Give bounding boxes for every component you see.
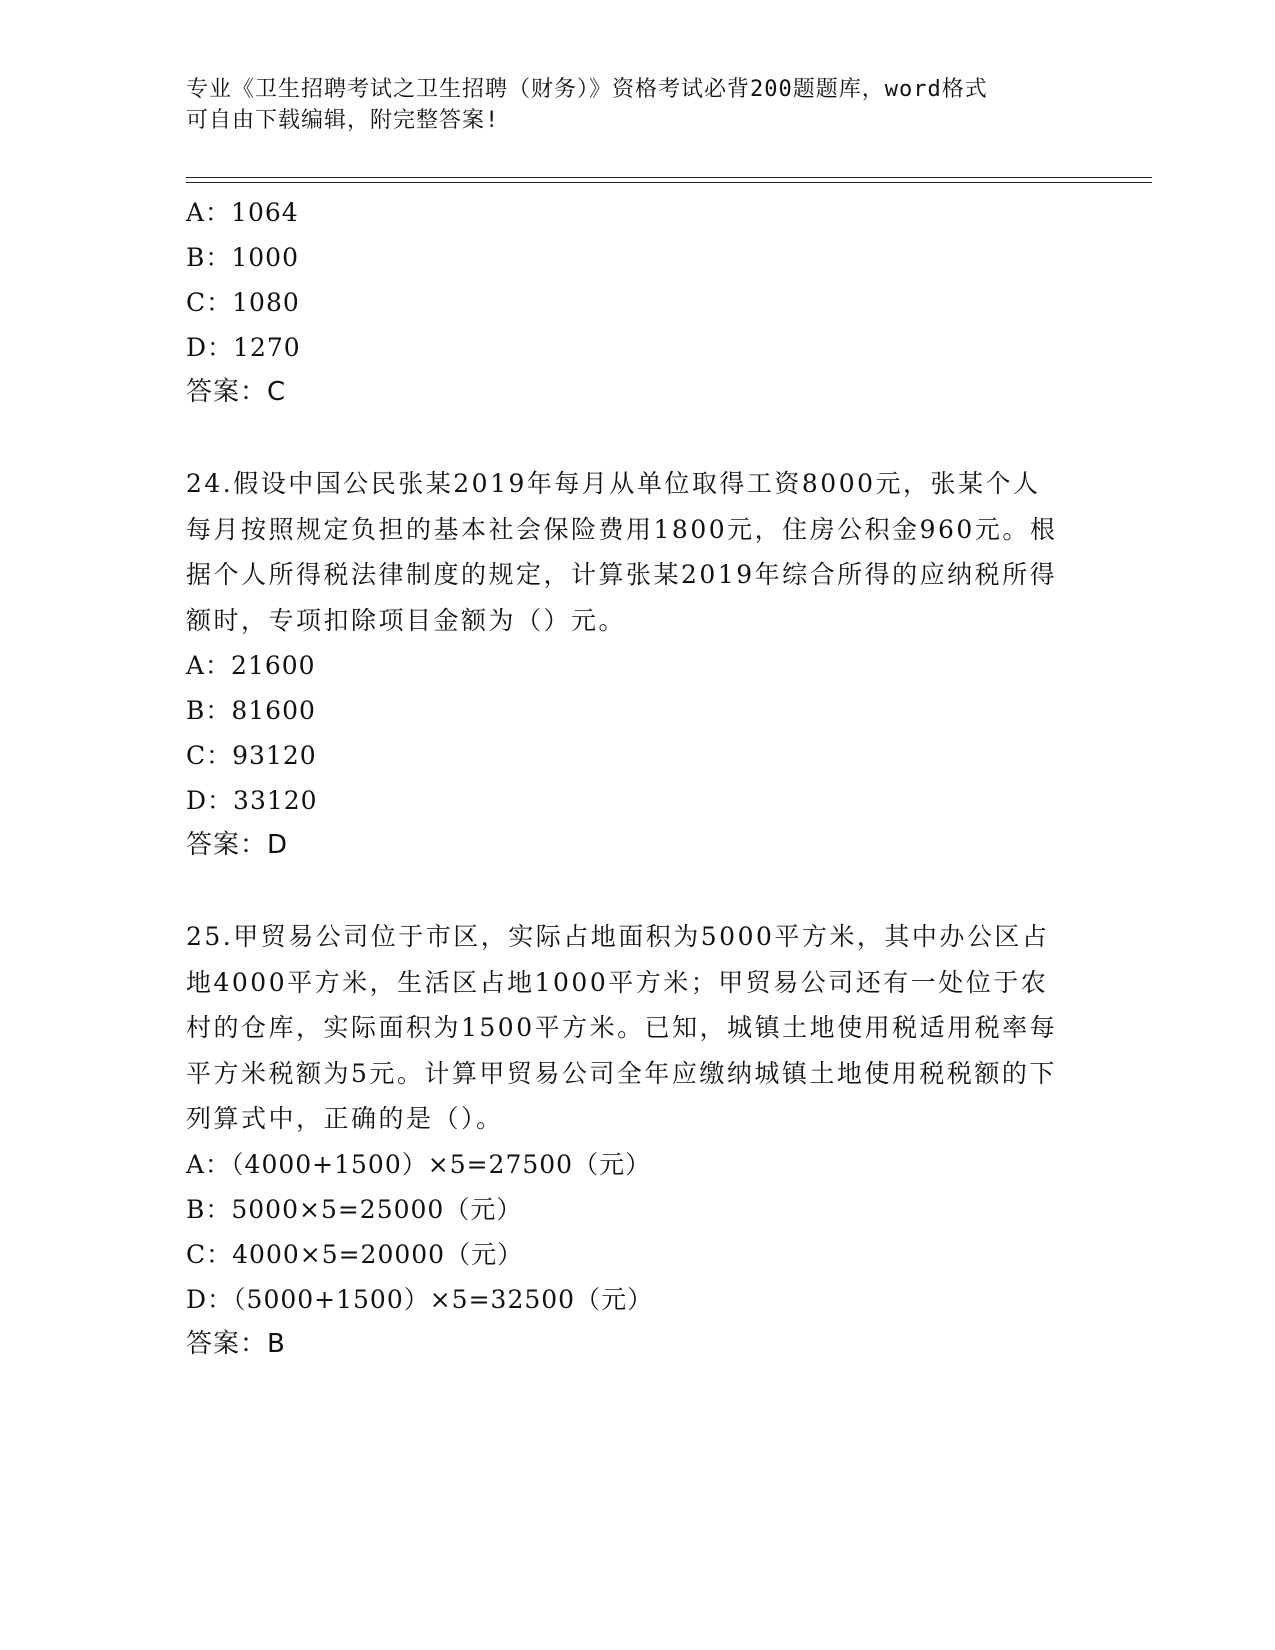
question-block-24 [186, 461, 1086, 868]
option-c: C：4000×5=20000（元） [186, 1239, 524, 1269]
option-b: B：5000×5=25000（元） [186, 1194, 523, 1224]
option-d: D：（5000+1500）×5=32500（元） [186, 1284, 654, 1314]
option-c: C：93120 [186, 741, 317, 770]
answer-line: 答案：B [186, 1328, 286, 1359]
answer-line: 答案：C [186, 377, 287, 407]
option-a: A：1064 [186, 198, 299, 227]
header-rule-bottom [186, 182, 1152, 183]
option-a: A：（4000+1500）×5=27500（元） [186, 1149, 652, 1179]
question-block-25 [186, 914, 1086, 1367]
document-header [186, 74, 1086, 136]
option-b: B：1000 [186, 243, 299, 272]
option-a: A：21600 [186, 651, 316, 680]
question-block-prev [186, 190, 1086, 415]
question-stem: 25.甲贸易公司位于市区，实际占地面积为5000平方米，其中办公区占地4000平方米，生活区占地1000平方米；甲贸易公司还有一处位于农村的仓库，实际面积为1500平方米。已知，城镇土地使用税适用税率每平方米税额为5元。计算甲贸易公司全年应缴纳城镇土地使用税税额的下列算式中，正确的是（）。 [186, 922, 1058, 1133]
option-d: D：33120 [186, 786, 318, 815]
answer-line: 答案：D [186, 830, 289, 860]
option-c: C：1080 [186, 288, 300, 317]
question-stem: 24.假设中国公民张某2019年每月从单位取得工资8000元，张某个人每月按照规定负担的基本社会保险费用1800元，住房公积金960元。根据个人所得税法律制度的规定，计算张某2019年综合所得的应纳税所得额时，专项扣除项目金额为（）元。 [186, 469, 1058, 635]
header-line-1: 专业《卫生招聘考试之卫生招聘（财务）》资格考试必背200题题库，word格式 [186, 77, 988, 102]
option-d: D：1270 [186, 333, 301, 362]
header-line-2: 可自由下载编辑，附完整答案! [186, 108, 500, 133]
option-b: B：81600 [186, 696, 316, 725]
header-rule-top [186, 177, 1152, 178]
document-body [186, 190, 1086, 1367]
